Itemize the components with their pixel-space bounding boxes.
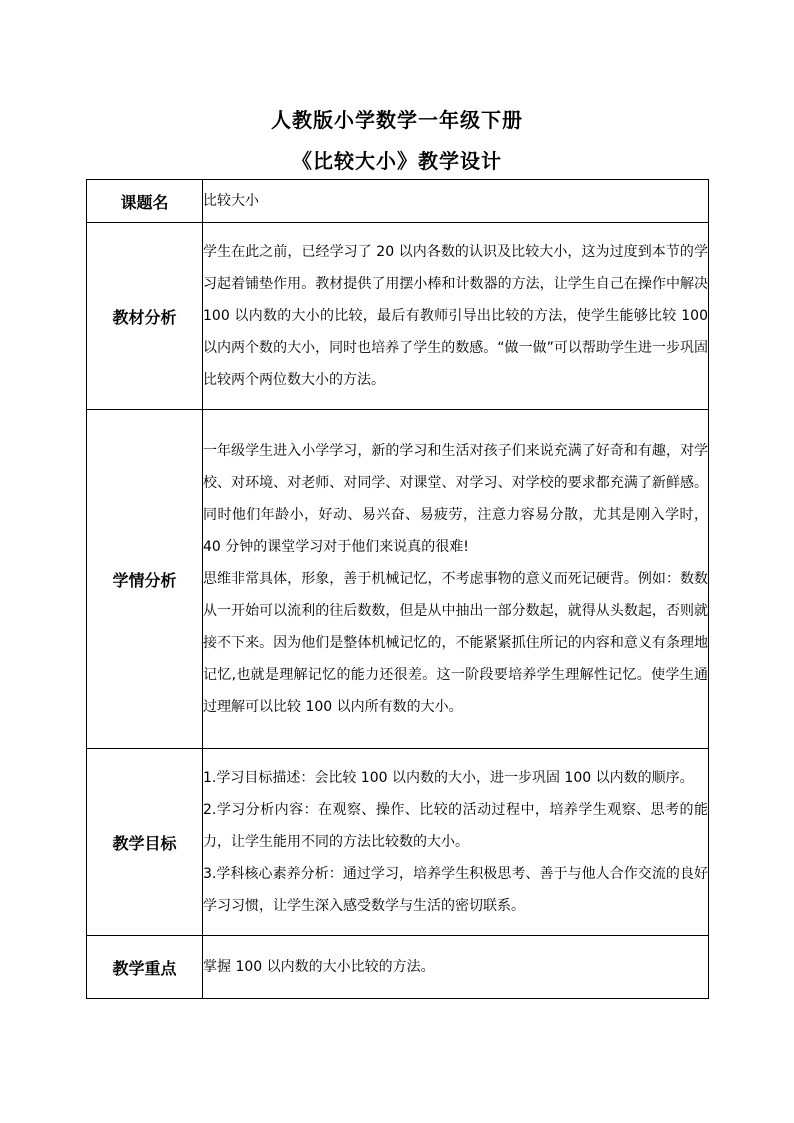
teaching-goal-item: 3.学科核心素养分析：通过学习，培养学生积极思考、善于与他人合作交流的良好学习习惯，让学生深入感受数学与生活的密切联系。 bbox=[203, 866, 708, 914]
student-analysis-label: 学情分析 bbox=[87, 410, 203, 749]
table-row-teaching-goals bbox=[87, 749, 709, 936]
key-point-label: 教学重点 bbox=[87, 936, 203, 999]
material-analysis-label: 教材分析 bbox=[87, 223, 203, 410]
document-subtitle: 《比较大小》教学设计 bbox=[292, 149, 502, 173]
table-row-student-analysis bbox=[87, 410, 709, 749]
document-title: 人教版小学数学一年级下册 bbox=[271, 108, 523, 132]
teaching-goal-item: 1.学习目标描述：会比较 100 以内数的大小，进一步巩固 100 以内数的顺序。 bbox=[203, 770, 694, 786]
material-analysis-content bbox=[203, 223, 709, 410]
topic-text: 比较大小 bbox=[203, 193, 259, 209]
topic-label: 课题名 bbox=[87, 180, 203, 223]
table-row-material-analysis bbox=[87, 223, 709, 410]
teaching-goal-item: 2.学习分析内容：在观察、操作、比较的活动过程中，培养学生观察、思考的能力，让学生能用不同的方法比较数的大小。 bbox=[203, 802, 708, 850]
student-analysis-paragraph: 一年级学生进入小学学习，新的学习和生活对孩子们来说充满了好奇和有趣，对学校、对环境、对老师、对同学、对课堂、对学习、对学校的要求都充满了新鲜感。同时他们年龄小，好动、易兴奋、易疲劳，注意力容易分散，尤其是刚入学时，40 分钟的课堂学习对于他们来说真的很难! bbox=[203, 443, 708, 555]
teaching-goals-label: 教学目标 bbox=[87, 749, 203, 936]
lesson-plan-table bbox=[86, 179, 709, 999]
student-analysis-content bbox=[203, 410, 709, 749]
topic-value bbox=[203, 180, 709, 223]
key-point-content bbox=[203, 936, 709, 999]
table-row-key-point bbox=[87, 936, 709, 999]
student-analysis-paragraph: 思维非常具体，形象，善于机械记忆，不考虑事物的意义而死记硬背。例如：数数从一开始可以流利的往后数数，但是从中抽出一部分数起，就得从头数起，否则就接不下来。因为他们是整体机械记忆的，不能紧紧抓住所记的内容和意义有条理地记忆,也就是理解记忆的能力还很差。这一阶段要培养学生理解性记忆。使学生通过理解可以比较 100 以内所有数的大小。 bbox=[203, 571, 708, 715]
key-point-text: 掌握 100 以内数的大小比较的方法。 bbox=[203, 959, 435, 975]
material-analysis-text: 学生在此之前，已经学习了 20 以内各数的认识及比较大小，这为过度到本节的学习起着铺垫作用。教材提供了用摆小棒和计数器的方法，让学生自己在操作中解决 100 以内数的大小的比较，最后有教师引导出比较的方法，使学生能够比较 100 以内两个数的大小，同时也培养了学生的数感。“做一做”可以帮助学生进一步巩固比较两个两位数大小的方法。 bbox=[203, 244, 708, 388]
teaching-goals-content bbox=[203, 749, 709, 936]
table-row-topic bbox=[87, 180, 709, 223]
